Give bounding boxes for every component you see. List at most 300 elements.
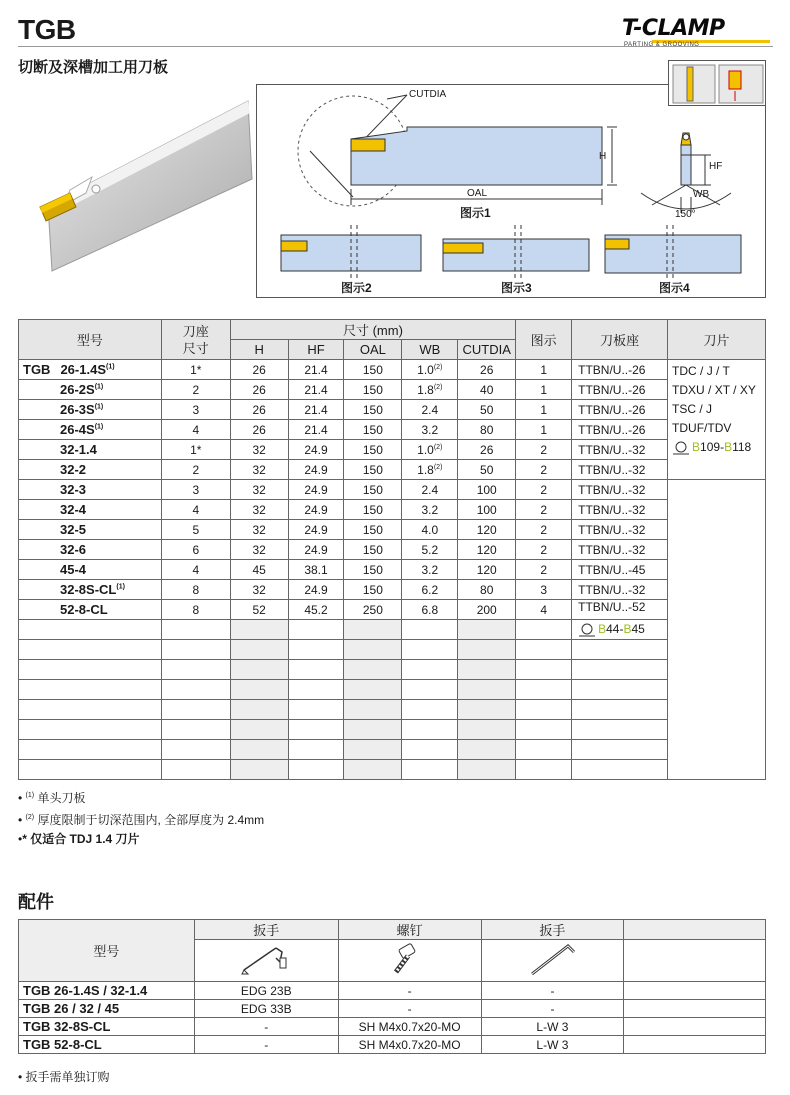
cutdia-cell: 100 [458,500,516,520]
empty-cell [161,740,230,760]
model-cell [19,600,162,620]
acc-wrench-cell: - [194,1018,338,1036]
empty-cell [344,680,402,700]
wb-cell [402,520,458,540]
empty-cell [344,700,402,720]
oal-cell: 150 [344,360,402,380]
wb-cell [402,440,458,460]
holder-cell: TTBN/U..-52 [572,600,668,620]
holder-cell: TTBN/U..-32 [572,540,668,560]
holder-ref-part: B [598,622,607,637]
h-cell: 32 [230,500,288,520]
seat-cell: 2 [161,460,230,480]
empty-cell [458,720,516,740]
empty-cell [458,660,516,680]
wb-cell [402,480,458,500]
wb-value: 1.8 [417,462,434,477]
fig-cell: 2 [516,500,572,520]
h-cell: 26 [230,380,288,400]
wb-cell [402,600,458,620]
acc-key-cell: L-W 3 [481,1018,624,1036]
empty-cell [402,760,458,780]
col-insert: 刀片 [668,320,766,360]
acc-model-cell: TGB 26 / 32 / 45 [19,1000,195,1018]
empty-cell [516,760,572,780]
table-row [19,520,766,540]
acc-col-wrench: 扳手 [194,920,338,940]
model-cell [19,580,162,600]
wb-dim-label: WB [693,189,710,200]
cutdia-cell: 26 [458,440,516,460]
model-code: 32-2 [60,462,87,477]
empty-cell [516,700,572,720]
accessories-table [18,919,766,1054]
seat-cell: 2 [161,380,230,400]
holder-cell: TTBN/U..-26 [572,400,668,420]
table-row [19,540,766,560]
wrench-pic [194,940,338,982]
model-code: 26-2S [60,382,95,397]
acc-blank-cell [624,1036,766,1054]
holder-cell: TTBN/U..-32 [572,480,668,500]
seat-cell: 5 [161,520,230,540]
table-row [19,420,766,440]
fig-cell: 2 [516,560,572,580]
empty-cell [516,720,572,740]
acc-col-screw: 螺钉 [338,920,481,940]
empty-cell [288,660,344,680]
wb-value: 3.2 [421,422,439,437]
model-cell [19,460,162,480]
fig-cell: 1 [516,400,572,420]
table-row [19,660,766,680]
insert-cell [668,360,766,480]
brand-tagline: PARTING & GROOVING [624,42,700,48]
hf-cell: 45.2 [288,600,344,620]
empty-cell [516,740,572,760]
empty-cell [230,740,288,760]
wb-value: 1.0 [417,442,434,457]
h-cell: 26 [230,420,288,440]
model-code: 26-3S [60,402,95,417]
empty-cell [458,760,516,780]
empty-cell [572,640,668,660]
h-cell: 52 [230,600,288,620]
cutdia-label: CUTDIA [409,89,447,100]
brand-logo [612,18,772,48]
col-wb: WB [402,340,458,360]
wb-footnote: (2) [433,463,443,471]
model-code: 32-3 [60,482,87,497]
fig-cell: 2 [516,460,572,480]
holder-cell: TTBN/U..-32 [572,500,668,520]
col-seat [161,320,230,360]
model-code: 32-6 [60,542,87,557]
hex-key-icon [522,940,582,978]
accessories-note: • 扳手需单独订购 [18,1070,110,1084]
empty-cell [344,760,402,780]
model-footnote: (1) [94,423,104,431]
table-row [19,600,766,620]
acc-blank-cell [624,1000,766,1018]
table-row [19,1000,766,1018]
acc-col-blank [624,920,766,940]
footnote-1: • $^{(1)}$ 单头刀板 [18,791,86,805]
seat-cell: 4 [161,420,230,440]
mounting-schematic [668,60,766,106]
wb-value: 1.8 [417,382,434,397]
empty-cell [516,680,572,700]
empty-cell [19,720,162,740]
model-code: 32-4 [60,502,87,517]
footnote-2: • $^{(2)}$ 厚度限制于切深范围内, 全部厚度为 2.4mm [18,813,265,827]
oal-cell: 150 [344,400,402,420]
blade-illustration [30,95,255,275]
figure-3-label: 图示3 [501,281,532,295]
footnotes [18,786,264,849]
acc-key-cell: L-W 3 [481,1036,624,1054]
h-dim-label: H [599,151,607,162]
wb-value: 2.4 [421,482,439,497]
h-cell: 32 [230,440,288,460]
table-row [19,982,766,1000]
cutdia-cell: 50 [458,460,516,480]
model-code: 26-4S [60,422,95,437]
oal-cell: 150 [344,500,402,520]
holder-cell: TTBN/U..-32 [572,520,668,540]
oal-cell: 250 [344,600,402,620]
oal-dim-label: OAL [467,188,488,199]
table-row [19,440,766,460]
empty-cell [19,740,162,760]
insert-catalog-ref [672,438,761,457]
figure-2-label: 图示2 [341,281,372,295]
holder-cell: TTBN/U..-45 [572,560,668,580]
key-pic [481,940,624,982]
empty-cell [161,620,230,640]
acc-wrench-cell: EDG 33B [194,1000,338,1018]
empty-cell [458,700,516,720]
acc-wrench-cell: - [194,1036,338,1054]
empty-cell [288,680,344,700]
hf-cell: 24.9 [288,520,344,540]
cutdia-cell: 120 [458,560,516,580]
empty-cell [230,720,288,740]
table-row [19,400,766,420]
empty-cell [572,700,668,720]
acc-blank-cell [624,982,766,1000]
accessories-title: 配件 [18,892,54,912]
empty-cell [161,660,230,680]
wb-cell [402,580,458,600]
table-row [19,360,766,380]
seat-cell: 8 [161,580,230,600]
wb-value: 1.0 [417,362,434,377]
hf-cell: 24.9 [288,500,344,520]
col-size-group: 尺寸 (mm) [230,320,515,340]
catalog-ref-icon [578,623,596,637]
table-row [19,480,766,500]
model-code: 32-1.4 [60,442,97,457]
empty-cell [402,700,458,720]
holder-ref-part: 45 [631,622,645,637]
wb-cell [402,400,458,420]
h-cell: 32 [230,540,288,560]
empty-cell [458,740,516,760]
table-row [19,500,766,520]
wb-cell [402,420,458,440]
wb-footnote: (2) [433,363,443,371]
hf-cell: 21.4 [288,420,344,440]
empty-cell [19,760,162,780]
wb-footnote: (2) [433,443,443,451]
table-row [19,720,766,740]
model-footnote: (1) [106,363,115,371]
angle-label: 150° [675,209,696,220]
cutdia-cell: 200 [458,600,516,620]
col-h: H [230,340,288,360]
fig-cell: 3 [516,580,572,600]
empty-cell [161,680,230,700]
h-cell: 26 [230,360,288,380]
insert-line: TDUF/TDV [672,421,732,435]
oal-cell: 150 [344,480,402,500]
oal-cell: 150 [344,540,402,560]
fig-cell: 2 [516,440,572,460]
wb-value: 5.2 [421,542,439,557]
empty-cell [230,760,288,780]
model-code: 52-8-CL [60,602,108,617]
acc-screw-cell: SH M4x0.7x20-MO [338,1018,481,1036]
table-row [19,1036,766,1054]
wb-cell [402,500,458,520]
hf-cell: 24.9 [288,580,344,600]
model-code: 45-4 [60,562,87,577]
wb-value: 4.0 [421,522,439,537]
technical-diagram [256,84,766,298]
brand-name: T-CLAMP [622,16,725,41]
model-cell [19,420,162,440]
model-code: 32-8S-CL [60,582,117,597]
fig-cell: 2 [516,520,572,540]
empty-cell [161,720,230,740]
acc-wrench-cell: EDG 23B [194,982,338,1000]
empty-cell [402,640,458,660]
oal-cell: 150 [344,460,402,480]
table-row [19,580,766,600]
h-cell: 32 [230,520,288,540]
holder-cell: TTBN/U..-32 [572,580,668,600]
model-cell [19,440,162,460]
empty-cell [402,740,458,760]
empty-cell [572,760,668,780]
insert-line: TDXU / XT / XY [672,383,756,397]
empty-cell [230,680,288,700]
table-row [19,760,766,780]
wb-footnote: (2) [433,383,443,391]
empty-cell [516,620,572,640]
wb-value: 6.2 [421,582,439,597]
table-row [19,1018,766,1036]
empty-cell [458,680,516,700]
holder-ref-part: 44- [606,622,624,637]
seat-cell: 3 [161,480,230,500]
seat-cell: 3 [161,400,230,420]
insert-ref-part: 118 [732,440,752,454]
seat-cell: 1* [161,440,230,460]
empty-cell [402,620,458,640]
seat-cell: 6 [161,540,230,560]
fig-cell: 1 [516,380,572,400]
model-cell [19,380,162,400]
holder-cell: TTBN/U..-32 [572,460,668,480]
insert-empty-cell [668,480,766,780]
hf-cell: 24.9 [288,460,344,480]
wb-cell [402,540,458,560]
fig-cell: 4 [516,600,572,620]
oal-cell: 150 [344,420,402,440]
h-cell: 32 [230,480,288,500]
table-row [19,560,766,580]
wb-value: 6.8 [421,602,439,617]
model-footnote: (1) [94,383,104,391]
empty-cell [344,640,402,660]
cutdia-cell: 120 [458,520,516,540]
hf-cell: 24.9 [288,480,344,500]
empty-cell [344,740,402,760]
spec-table [18,319,766,780]
diagram-drawing [257,85,767,299]
model-footnote: (1) [94,403,104,411]
model-cell [19,520,162,540]
seat-cell: 4 [161,500,230,520]
empty-cell [516,640,572,660]
holder-cell: TTBN/U..-26 [572,420,668,440]
page-title: TGB [18,14,76,45]
empty-cell [572,620,668,640]
model-cell [19,540,162,560]
acc-screw-cell: - [338,1000,481,1018]
h-cell: 32 [230,460,288,480]
empty-cell [572,680,668,700]
col-hf: HF [288,340,344,360]
cutdia-cell: 100 [458,480,516,500]
hf-cell: 21.4 [288,380,344,400]
catalog-ref-icon [672,441,690,455]
table-row [19,700,766,720]
empty-cell [288,700,344,720]
col-oal: OAL [344,340,402,360]
oal-cell: 150 [344,520,402,540]
empty-cell [288,740,344,760]
empty-cell [19,620,162,640]
model-cell [19,400,162,420]
empty-cell [402,660,458,680]
hf-dim-label: HF [709,161,723,172]
wb-cell [402,360,458,380]
model-code: 32-5 [60,522,87,537]
insert-ref-part: B [724,440,733,454]
holder-cell: TTBN/U..-26 [572,360,668,380]
table-row [19,640,766,660]
cutdia-cell: 80 [458,420,516,440]
empty-cell [288,640,344,660]
wb-cell [402,380,458,400]
insert-ref-part: B [692,440,701,454]
cutdia-cell: 80 [458,580,516,600]
screw-icon [380,940,440,978]
hf-cell: 21.4 [288,360,344,380]
acc-screw-cell: SH M4x0.7x20-MO [338,1036,481,1054]
empty-cell [161,760,230,780]
empty-cell [344,720,402,740]
wb-value: 2.4 [421,402,439,417]
oal-cell: 150 [344,580,402,600]
model-cell [19,500,162,520]
hf-cell: 21.4 [288,400,344,420]
seat-cell: 4 [161,560,230,580]
h-cell: 26 [230,400,288,420]
model-cell [19,360,162,380]
fig-cell: 2 [516,540,572,560]
hf-cell: 24.9 [288,440,344,460]
empty-cell [161,700,230,720]
holder-ref-part: B [623,622,632,637]
figure-4-label: 图示4 [659,281,690,295]
acc-screw-cell: - [338,982,481,1000]
model-footnote: (1) [116,583,125,591]
table-row [19,380,766,400]
empty-cell [288,760,344,780]
wb-cell [402,460,458,480]
empty-cell [230,620,288,640]
hf-cell: 24.9 [288,540,344,560]
empty-cell [402,680,458,700]
oal-cell: 150 [344,560,402,580]
table-row [19,460,766,480]
holder-cell: TTBN/U..-32 [572,440,668,460]
empty-cell [288,620,344,640]
acc-blank-pic [624,940,766,982]
insert-line: TDC / J / T [672,364,730,378]
wb-value: 3.2 [421,502,439,517]
empty-cell [230,640,288,660]
fig-cell: 1 [516,360,572,380]
acc-col-key: 扳手 [481,920,624,940]
col-fig: 图示 [516,320,572,360]
col-seat-line1: 刀座 [182,323,209,339]
model-cell [19,560,162,580]
cutdia-cell: 120 [458,540,516,560]
col-holder: 刀板座 [572,320,668,360]
holder-cell: TTBN/U..-26 [572,380,668,400]
table-row [19,620,766,640]
screw-pic [338,940,481,982]
fig-cell: 1 [516,420,572,440]
empty-cell [344,660,402,680]
col-seat-line2: 尺寸 [182,340,209,356]
page-subtitle: 切断及深槽加工用刀板 [18,59,169,76]
empty-cell [458,620,516,640]
h-cell: 45 [230,560,288,580]
footnote-3: •* 仅适合 TDJ 1.4 刀片 [18,832,140,846]
wrench-icon [236,940,296,978]
acc-model-cell: TGB 26-1.4S / 32-1.4 [19,982,195,1000]
cutdia-cell: 26 [458,360,516,380]
table-row [19,740,766,760]
col-model: 型号 [19,320,162,360]
acc-model-cell: TGB 32-8S-CL [19,1018,195,1036]
